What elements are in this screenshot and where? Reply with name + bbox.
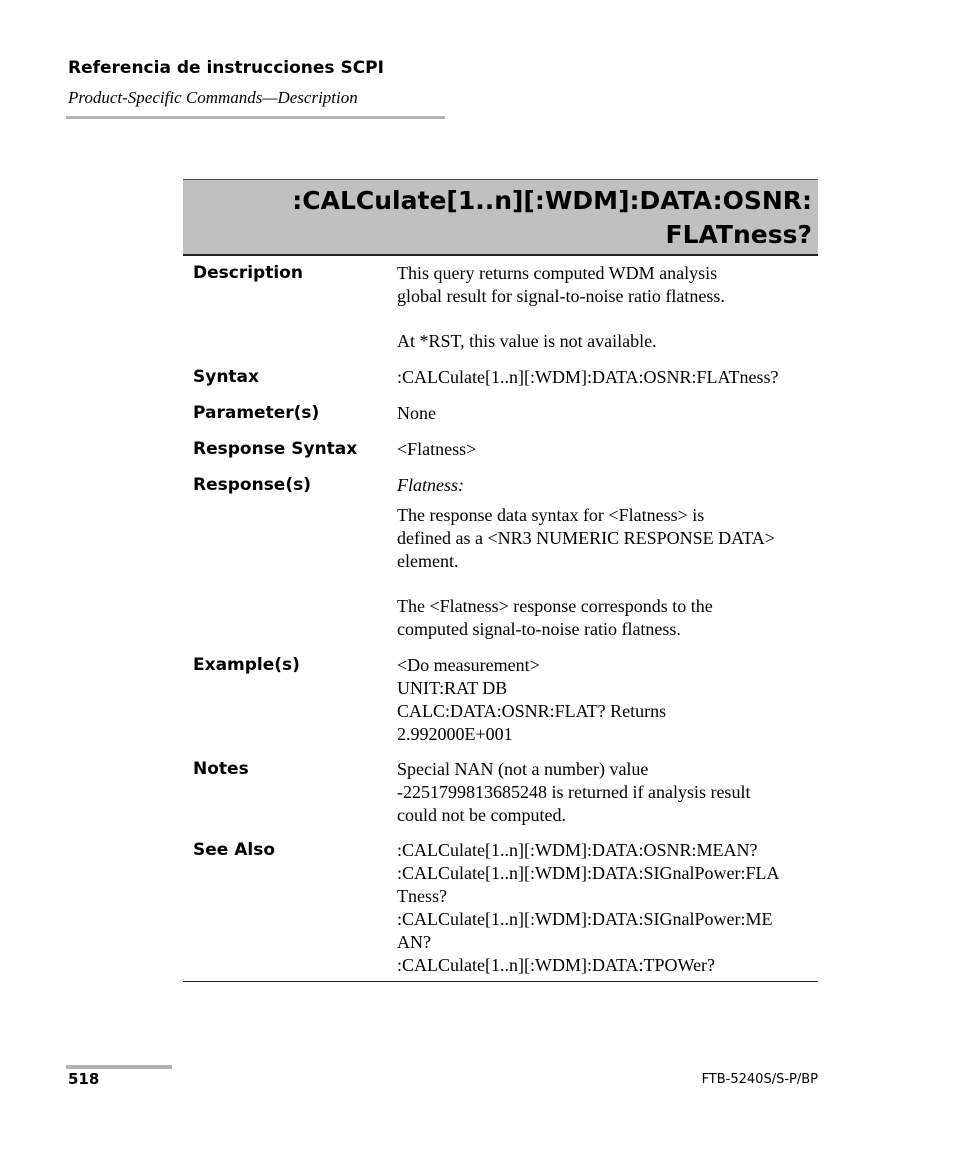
page-number: 518	[68, 1070, 100, 1088]
header-divider	[66, 116, 445, 119]
notes-line: could not be computed.	[397, 805, 566, 825]
value-notes	[397, 758, 817, 827]
command-title-line-1: :CALCulate[1..n][:WDM]:DATA:OSNR:	[292, 186, 812, 215]
footer-divider	[66, 1065, 172, 1069]
label-parameters: Parameter(s)	[193, 403, 320, 423]
value-description	[397, 262, 817, 353]
example-line: UNIT:RAT DB	[397, 678, 508, 698]
table-end-divider	[183, 981, 818, 982]
example-line: 2.992000E+001	[397, 724, 513, 744]
see-also-line: :CALCulate[1..n][:WDM]:DATA:SIGnalPower:ME	[397, 909, 773, 929]
value-see-also	[397, 839, 817, 977]
product-model: FTB-5240S/S-P/BP	[701, 1072, 818, 1087]
see-also-line: Tness?	[397, 886, 447, 906]
value-examples	[397, 654, 817, 746]
label-examples: Example(s)	[193, 655, 300, 675]
value-parameters: None	[397, 403, 436, 423]
value-responses	[397, 474, 817, 641]
label-response-syntax: Response Syntax	[193, 439, 358, 459]
notes-line: -2251799813685248 is returned if analysis result	[397, 782, 751, 802]
response-line: The <Flatness> response corresponds to the	[397, 596, 713, 616]
command-title-bar	[183, 179, 818, 256]
response-line: computed signal-to-noise ratio flatness.	[397, 619, 681, 639]
value-syntax: :CALCulate[1..n][:WDM]:DATA:OSNR:FLATness?	[397, 367, 779, 387]
command-title	[292, 184, 812, 252]
see-also-line: :CALCulate[1..n][:WDM]:DATA:SIGnalPower:FLA	[397, 863, 780, 883]
notes-line: Special NAN (not a number) value	[397, 759, 649, 779]
description-line: global result for signal-to-noise ratio flatness.	[397, 286, 725, 306]
label-notes: Notes	[193, 759, 249, 779]
label-responses: Response(s)	[193, 475, 311, 495]
response-line: The response data syntax for <Flatness> is	[397, 505, 705, 525]
see-also-line: :CALCulate[1..n][:WDM]:DATA:TPOWer?	[397, 955, 716, 975]
running-header-title: Referencia de instrucciones SCPI	[68, 58, 384, 78]
response-name: Flatness:	[397, 475, 464, 495]
command-title-line-2: FLATness?	[665, 220, 812, 249]
example-line: <Do measurement>	[397, 655, 540, 675]
value-response-syntax: <Flatness>	[397, 439, 477, 459]
example-line: CALC:DATA:OSNR:FLAT? Returns	[397, 701, 667, 721]
description-line: At *RST, this value is not available.	[397, 331, 657, 351]
see-also-line: AN?	[397, 932, 431, 952]
label-syntax: Syntax	[193, 367, 259, 387]
response-line: defined as a <NR3 NUMERIC RESPONSE DATA>	[397, 528, 775, 548]
see-also-line: :CALCulate[1..n][:WDM]:DATA:OSNR:MEAN?	[397, 840, 758, 860]
running-header-subtitle: Product-Specific Commands—Description	[68, 88, 358, 107]
label-see-also: See Also	[193, 840, 276, 860]
response-line: element.	[397, 551, 459, 571]
label-description: Description	[193, 263, 303, 283]
description-line: This query returns computed WDM analysis	[397, 263, 718, 283]
